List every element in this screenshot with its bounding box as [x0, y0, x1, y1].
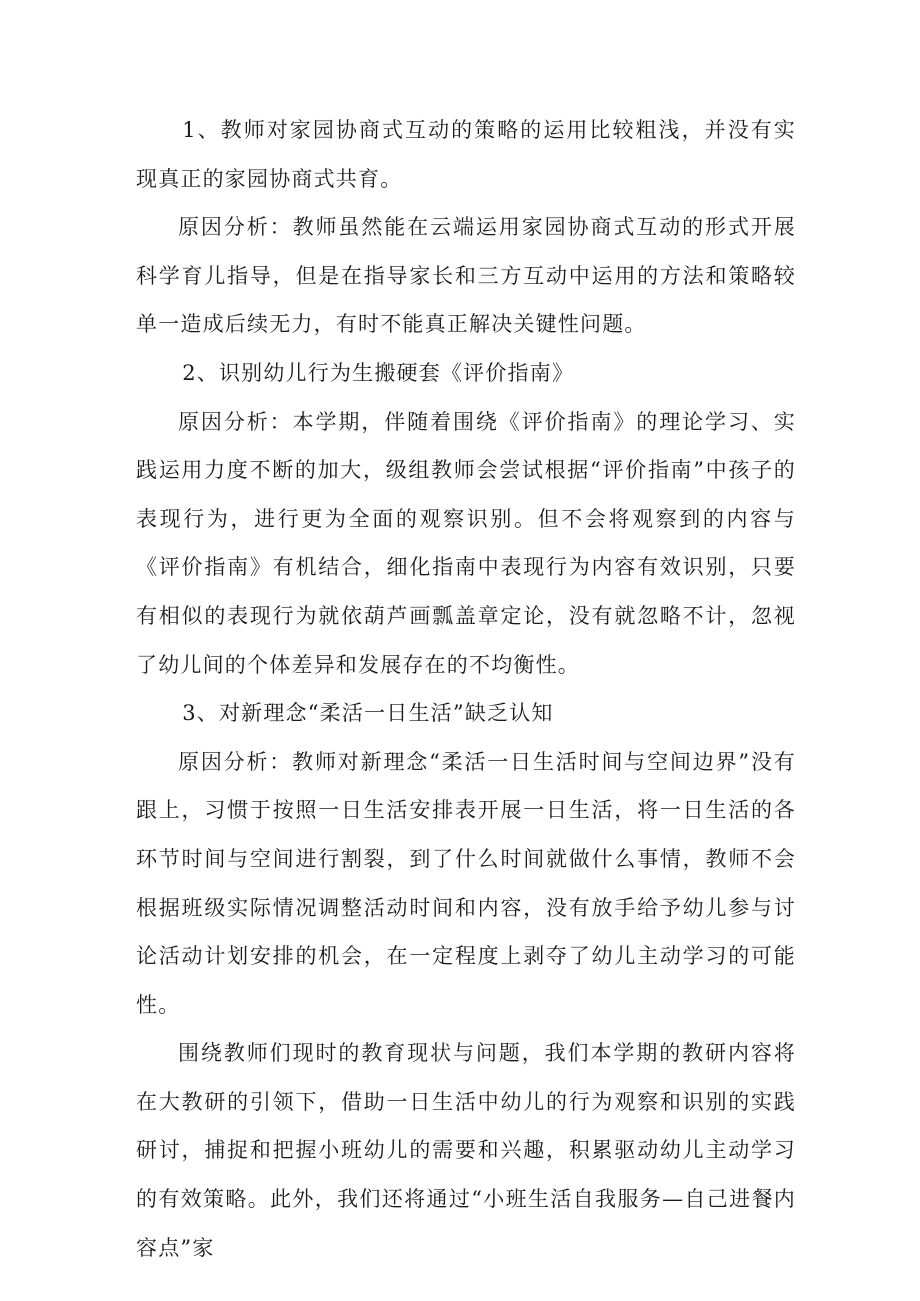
paragraph-issue-3: 3、对新理念“柔活一日生活”缺乏认知	[182, 701, 554, 726]
paragraph-analysis-2: 原因分析：本学期，伴随着围绕《评价指南》的理论学习、实践运用力度不断的加大，级组教师会尝试根据“评价指南”中孩子的表现行为，进行更为全面的观察识别。但不会将观察到的内容与《评价指南》有机结合，细化指南中表现行为内容有效识别，只要有相似的表现行为就依葫芦画瓢盖章定论，没有就忽略不计，忽视了幼儿间的个体差异和发展存在的不均衡性。	[136, 409, 796, 677]
paragraph-analysis-1: 原因分析：教师虽然能在云端运用家园协商式互动的形式开展科学育儿指导，但是在指导家长和三方互动中运用的方法和策略较单一造成后续无力，有时不能真正解决关键性问题。	[136, 215, 796, 337]
paragraph-issue-1: 1、教师对家园协商式互动的策略的运用比较粗浅，并没有实现真正的家园协商式共育。	[136, 118, 796, 191]
paragraph-analysis-3: 原因分析：教师对新理念“柔活一日生活时间与空间边界”没有跟上，习惯于按照一日生活安排表开展一日生活，将一日生活的各环节时间与空间进行割裂，到了什么时间就做什么事情，教师不会根据班级实际情况调整活动时间和内容，没有放手给予幼儿参与讨论活动计划安排的机会，在一定程度上剥夺了幼儿主动学习的可能性。	[136, 749, 796, 1017]
paragraph-summary: 围绕教师们现时的教育现状与问题，我们本学期的教研内容将在大教研的引领下，借助一日生活中幼儿的行为观察和识别的实践研讨，捕捉和把握小班幼儿的需要和兴趣，积累驱动幼儿主动学习的有效策略。此外，我们还将通过“小班生活自我服务—自己进餐内容点”家	[136, 1041, 796, 1260]
paragraph-issue-2: 2、识别幼儿行为生搬硬套《评价指南》	[182, 360, 575, 385]
document-body	[136, 106, 796, 1272]
